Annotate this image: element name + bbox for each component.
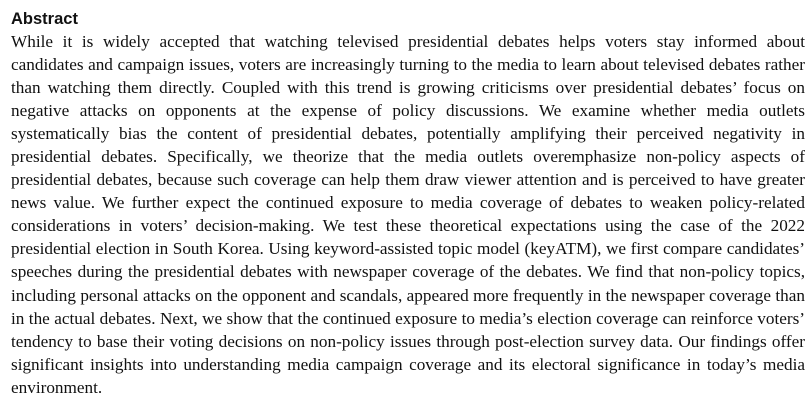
abstract-body: While it is widely accepted that watching televised presidential debates helps voters stay informed about candidates and campaign issues, voters are increasingly turning to the media to learn about televised debates rather than watching them directly. Coupled with this trend is growing criticisms over presidential debates’ focus on negative attacks on opponents at the expense of policy discussions. We examine whether media outlets systematically bias the content of presidential debates, potentially amplifying their perceived negativity in presidential debates. Specifically, we theorize that the media outlets overemphasize non-policy aspects of presidential debates, because such coverage can help them draw viewer attention and is perceived to have greater news value. We further expect the continued exposure to media coverage of debates to weaken policy-related considerations in voters’ decision-making. We test these theoretical expectations using the case of the 2022 presidential election in South Korea. Using keyword-assisted topic model (keyATM), we first compare candidates’ speeches during the presidential debates with newspaper coverage of the debates. We find that non-policy topics, including personal attacks on the opponent and scandals, appeared more frequently in the newspaper coverage than in the actual debates. Next, we show that the continued exposure to media’s election coverage can reinforce voters’ tendency to base their voting decisions on non-policy issues through post-election survey data. Our findings offer significant insights into understanding media campaign coverage and its electoral significance in today’s media environment.	[11, 32, 805, 397]
abstract-heading: Abstract	[11, 10, 78, 28]
abstract-section	[11, 8, 805, 399]
